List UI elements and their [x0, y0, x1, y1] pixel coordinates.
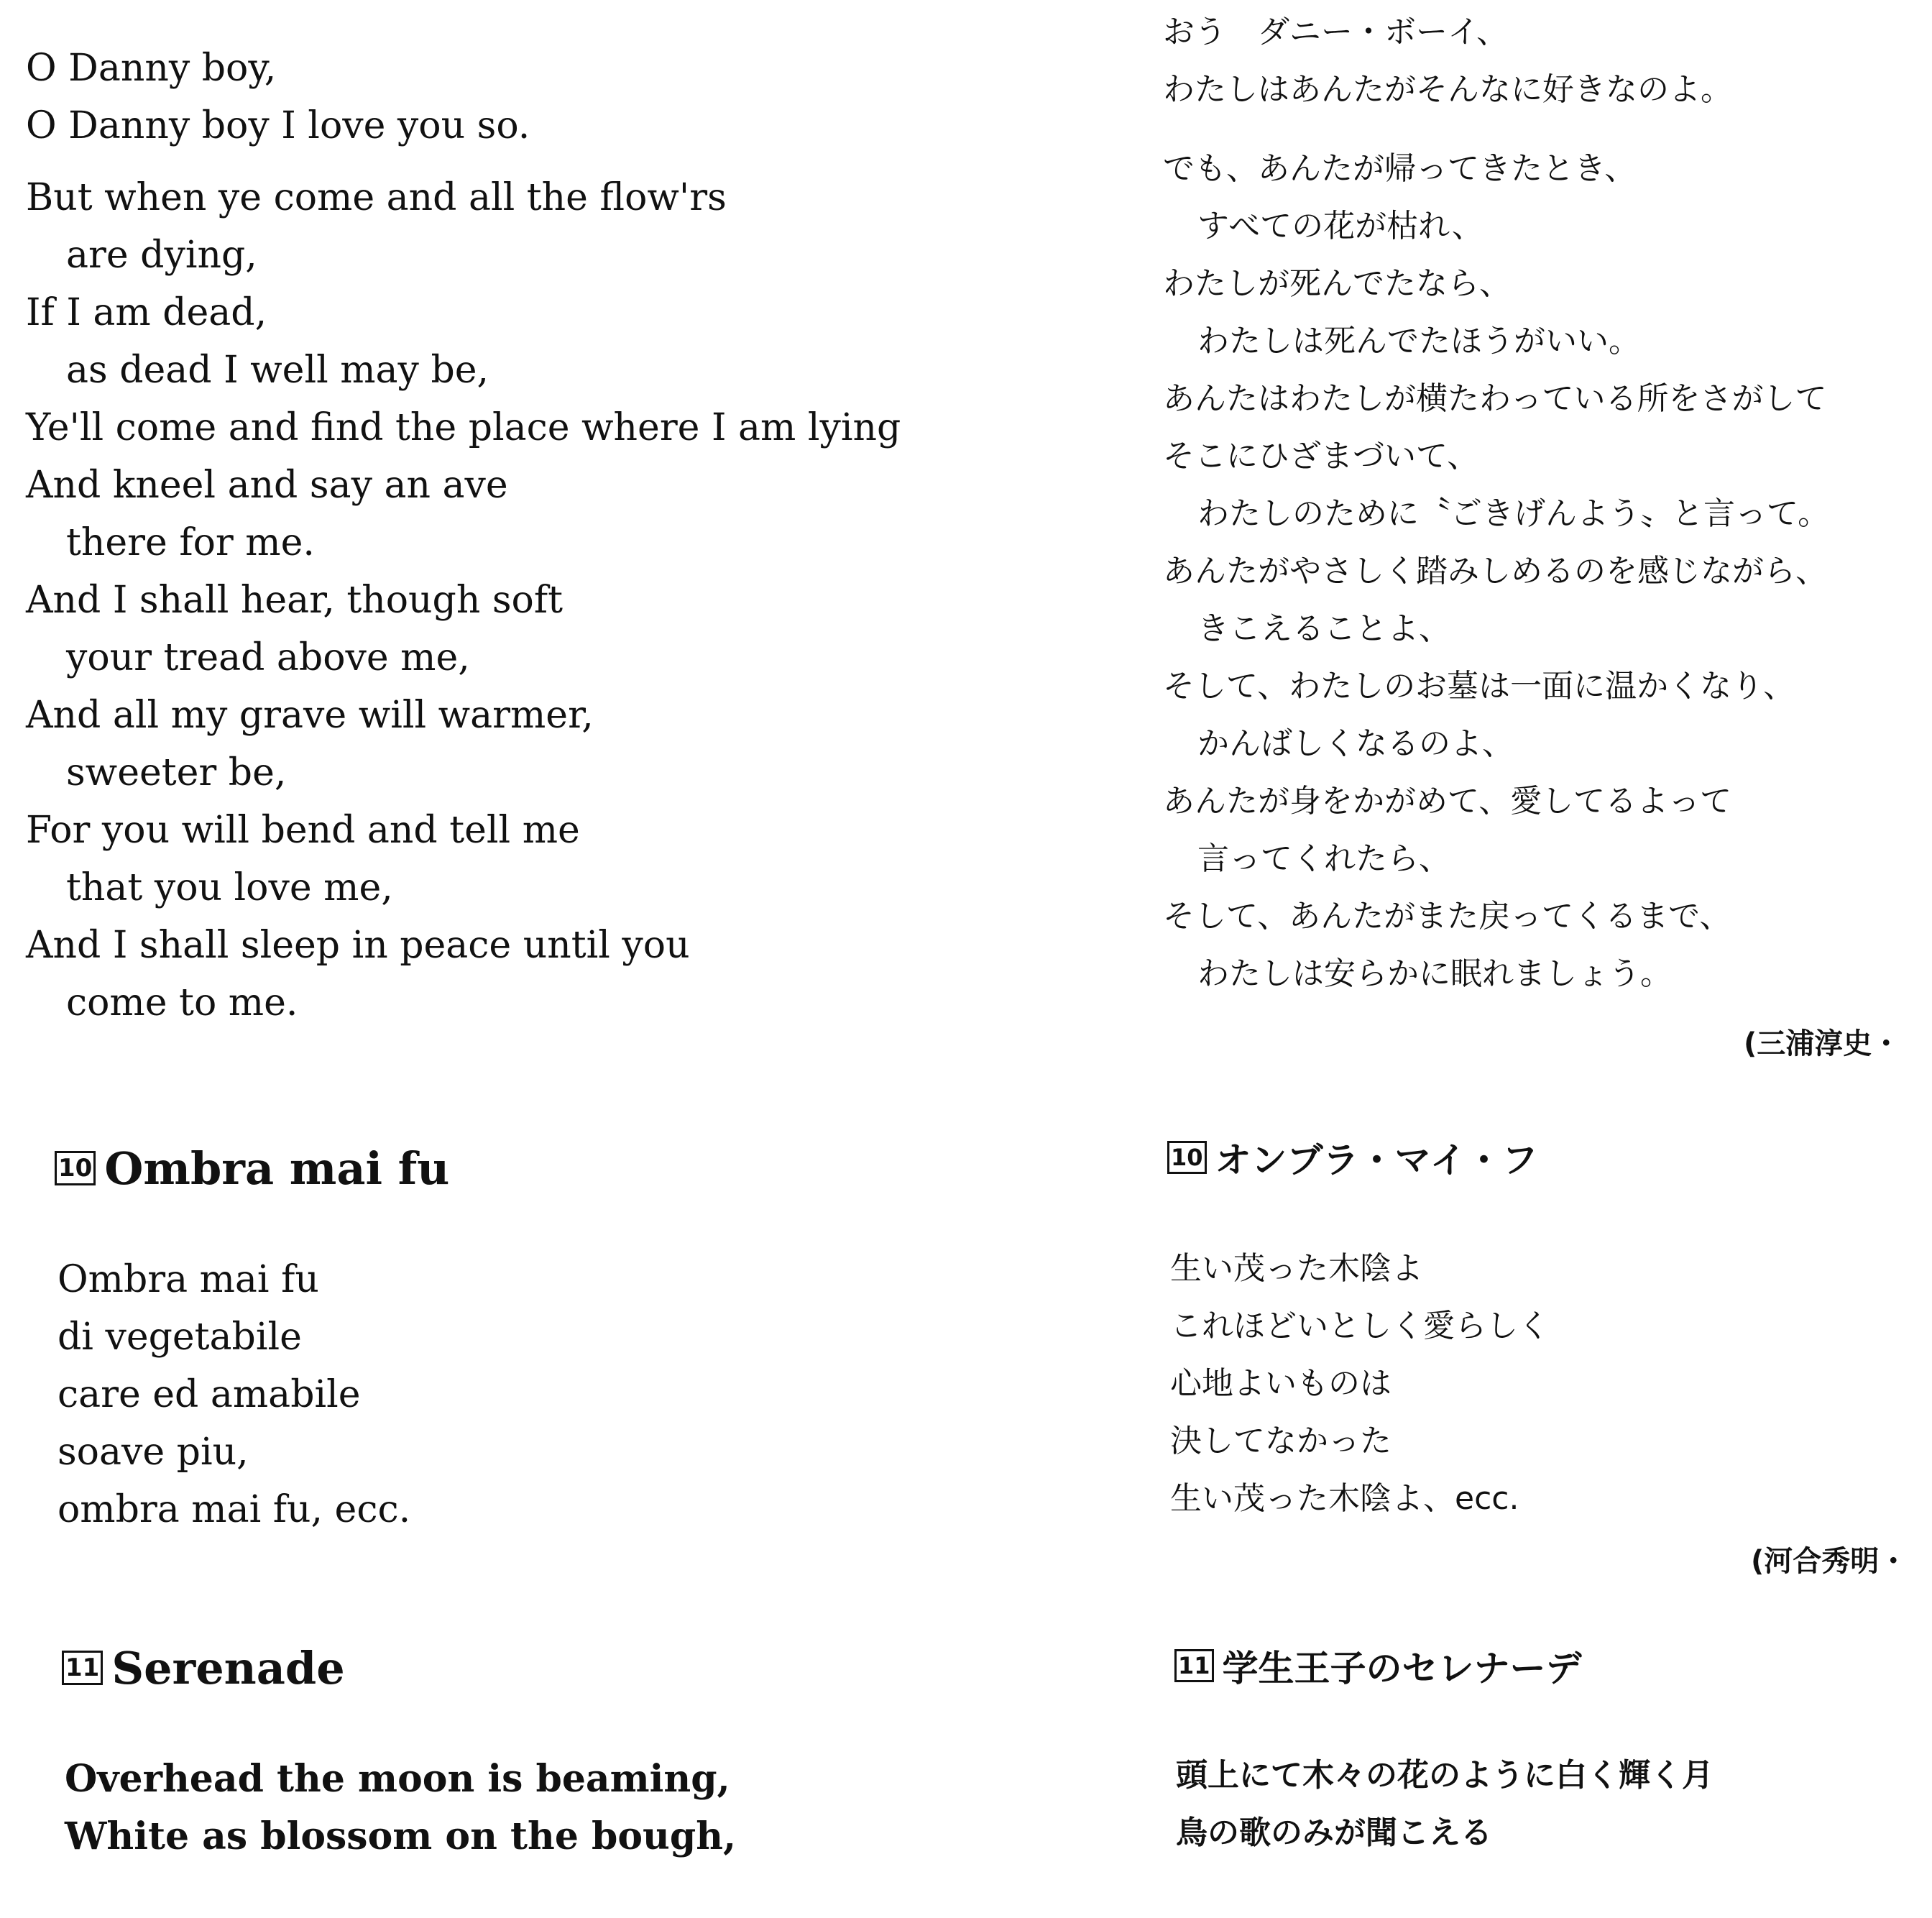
lyric-line: 鳥の歌のみが聞こえる: [1176, 1814, 1492, 1851]
lyric-line: O Danny boy,: [26, 47, 277, 90]
lyric-line: 頭上にて木々の花のように白く輝く月: [1176, 1757, 1714, 1794]
lyric-line: that you love me,: [66, 866, 393, 909]
lyric-line: sweeter be,: [66, 751, 287, 794]
serenade-title-en: [62, 1635, 1121, 1700]
japanese-column: [1150, 0, 1932, 1918]
lyric-line: 言ってくれたら、: [1197, 840, 1450, 877]
danny-boy-ja-lyrics: [1163, 4, 1932, 1003]
lyric-line: there for me.: [66, 521, 315, 564]
lyric-line: 生い茂った木陰よ、ecc.: [1170, 1480, 1519, 1517]
lyric-line: Ye'll come and find the place where I am lying: [26, 406, 901, 449]
lyric-line: care ed amabile: [58, 1373, 361, 1416]
lyric-line: 心地よいものは: [1170, 1365, 1392, 1402]
lyric-line: For you will bend and tell me: [26, 809, 580, 852]
lyric-line: わたしのために〝ごきげんよう〟と言って。: [1197, 495, 1830, 532]
lyric-line: come to me.: [66, 981, 298, 1024]
ombra-section-ja: [1167, 1125, 1932, 1190]
ombra-section-en: [55, 1136, 1121, 1201]
lyric-line: 決してなかった: [1170, 1423, 1392, 1459]
lyric-line: And kneel and say an ave: [26, 464, 508, 507]
ombra-en-lyrics: [58, 1251, 1121, 1538]
song-title: Ombra mai fu: [104, 1142, 450, 1195]
track-number-badge: 11: [62, 1651, 103, 1685]
lyric-line: Overhead the moon is beaming,: [65, 1757, 730, 1801]
lyric-line: わたしは死んでたほうがいい。: [1197, 323, 1640, 359]
lyric-line: かんばしくなるのよ、: [1197, 725, 1514, 762]
lyric-line: Ombra mai fu: [58, 1258, 319, 1301]
lyric-line: あんたがやさしく踏みしめるのを感じながら、: [1163, 553, 1827, 589]
lyric-line: わたしは安らかに眠れましょう。: [1197, 955, 1672, 992]
lyric-line: White as blossom on the bough,: [65, 1814, 737, 1858]
lyric-line: そして、わたしのお墓は一面に温かくなり、: [1163, 668, 1795, 705]
lyric-line: そして、あんたがまた戻ってくるまで、: [1163, 898, 1731, 935]
lyric-line: O Danny boy I love you so.: [26, 104, 530, 147]
lyric-line: If I am dead,: [26, 291, 267, 334]
ombra-title-ja: [1167, 1125, 1932, 1190]
lyric-line: And all my grave will warmer,: [26, 694, 594, 737]
lyric-line: これほどいとしく愛らしく: [1170, 1308, 1550, 1344]
lyric-line: di vegetabile: [58, 1316, 302, 1359]
ombra-title-en: [55, 1136, 1121, 1201]
lyric-line: あんたが身をかがめて、愛してるよって: [1163, 783, 1732, 820]
track-number-badge: 11: [1174, 1649, 1214, 1682]
lyric-line: わたしはあんたがそんなに好きなのよ。: [1163, 71, 1732, 108]
serenade-en-lyrics: [65, 1750, 1121, 1866]
lyric-line: And I shall sleep in peace until you: [26, 924, 690, 967]
serenade-section-ja: [1174, 1633, 1932, 1698]
translator-credit: (河合秀明・: [1751, 1545, 1908, 1578]
lyric-line: But when ye come and all the flow'rs: [26, 176, 727, 219]
song-title: Serenade: [111, 1641, 345, 1694]
lyric-line: 生い茂った木陰よ: [1170, 1250, 1423, 1287]
lyric-line: soave piu,: [58, 1431, 249, 1474]
lyric-line: きこえることよ、: [1197, 610, 1450, 647]
danny-boy-en-lyrics: [26, 40, 1121, 1032]
lyric-line: でも、あんたが帰ってきたとき、: [1163, 150, 1637, 187]
track-number-badge: 10: [1167, 1141, 1207, 1174]
lyric-line: are dying,: [66, 234, 257, 277]
track-number-badge: 10: [55, 1151, 96, 1185]
serenade-section-en: [62, 1635, 1121, 1700]
lyric-line: すべての花が枯れ、: [1197, 208, 1484, 244]
lyric-line: そこにひざまづいて、: [1163, 438, 1479, 474]
lyric-line: And I shall hear, though soft: [26, 579, 563, 622]
lyric-line: わたしが死んでたなら、: [1163, 265, 1511, 302]
serenade-title-ja: [1174, 1633, 1932, 1698]
lyric-line: your tread above me,: [66, 636, 470, 679]
translator-credit: (三浦淳史・: [1744, 1027, 1901, 1060]
ombra-ja-lyrics: [1170, 1240, 1932, 1528]
song-title: 学生王子のセレナーデ: [1222, 1648, 1582, 1689]
song-title: オンブラ・マイ・フ: [1215, 1139, 1538, 1181]
lyric-line: おう ダニー・ボーイ、: [1163, 14, 1509, 50]
lyric-line: ombra mai fu, ecc.: [58, 1488, 411, 1531]
lyric-line: あんたはわたしが横たわっている所をさがして: [1163, 380, 1827, 417]
lyric-line: as dead I well may be,: [66, 349, 489, 392]
serenade-ja-lyrics: [1176, 1747, 1932, 1862]
